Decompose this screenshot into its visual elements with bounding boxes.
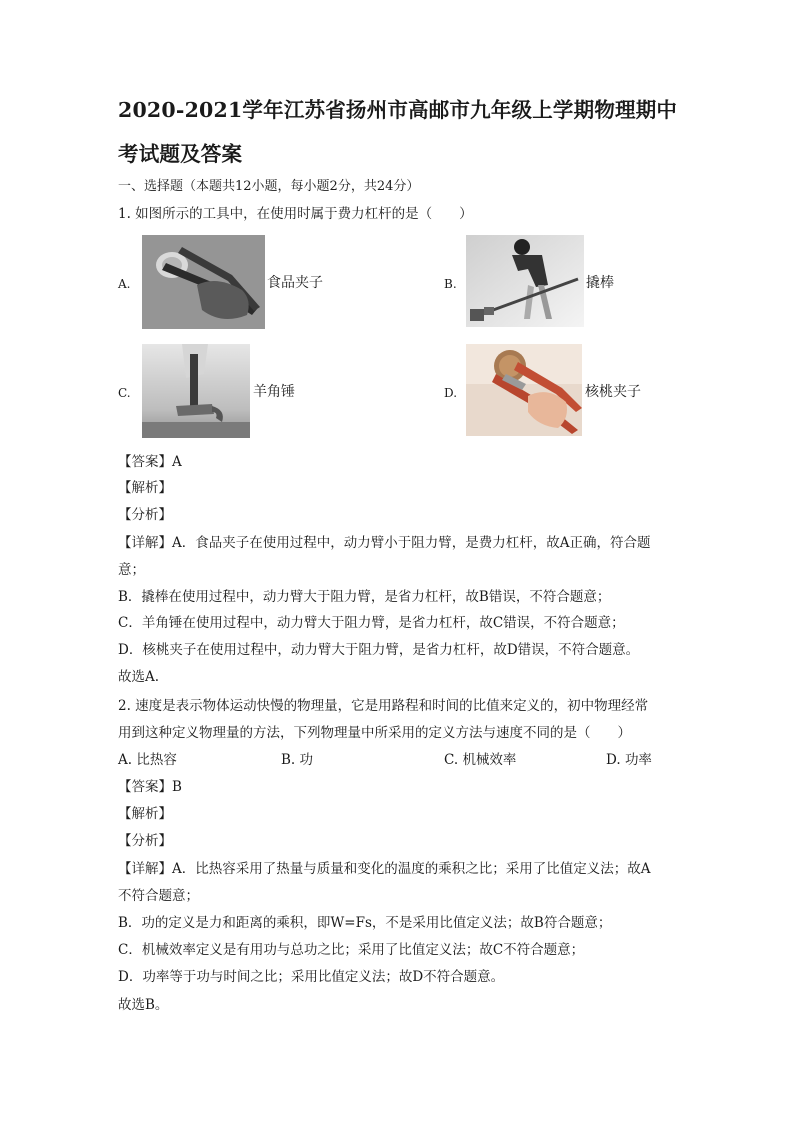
page-title-line-2: 考试题及答案 (118, 142, 243, 166)
q1-fenxi: 【分析】 (118, 507, 172, 523)
q2-answer-tag: 【答案】 (118, 779, 172, 795)
q1-option-d-label: 核桃夹子 (585, 384, 641, 400)
q1-detail-1-text: A．食品夹子在使用过程中，动力臂小于阻力臂，是费力杠杆，故A正确，符合题 (172, 535, 651, 551)
q1-answer-tag: 【答案】 (118, 454, 172, 470)
q1-detail-1 (118, 534, 651, 552)
q2-detail-2: B．功的定义是力和距离的乘积，即W=Fs，不是采用比值定义法；故B符合题意； (118, 915, 612, 931)
q1-conclusion: 故选A. (118, 669, 160, 685)
section-heading: 一、选择题（本题共12小题，每小题2分，共24分） (118, 179, 420, 194)
q1-option-d-letter: D. (444, 386, 458, 400)
q2-detail-4: D．功率等于功与时间之比；采用比值定义法；故D不符合题意。 (118, 969, 505, 985)
q1-option-b-letter: B. (444, 277, 457, 291)
q2-answer-value: B (172, 779, 182, 795)
q2-answer (118, 778, 182, 796)
q2-stem-line-1: 2. 速度是表示物体运动快慢的物理量，它是用路程和时间的比值来定义的，初中物理经常 (118, 698, 649, 714)
q1-stem: 1. 如图所示的工具中，在使用时属于费力杠杆的是（ ） (118, 206, 473, 222)
q1-option-c-label: 羊角锤 (253, 384, 295, 400)
q2-option-a-label: 比热容 (136, 752, 177, 768)
q2-option-d-letter: D. (606, 752, 621, 768)
food-tongs-image (142, 235, 265, 329)
q2-detail-1 (118, 860, 651, 878)
q1-detail-4: D．核桃夹子在使用过程中，动力臂大于阻力臂，是省力杠杆，故D错误，不符合题意。 (118, 642, 640, 658)
q2-detail-3: C．机械效率定义是有用功与总功之比；采用了比值定义法；故C不符合题意； (118, 942, 585, 958)
q2-option-c-label: 机械效率 (462, 752, 517, 768)
q2-jiexi: 【解析】 (118, 806, 172, 822)
q1-jiexi: 【解析】 (118, 480, 172, 496)
claw-hammer-image (142, 344, 250, 438)
q2-fenxi: 【分析】 (118, 833, 172, 849)
page-title-line-1: 2020-2021学年江苏省扬州市高邮市九年级上学期物理期中 (118, 98, 678, 122)
q2-option-b-letter: B. (281, 752, 296, 768)
q1-detail-2: B．撬棒在使用过程中，动力臂大于阻力臂，是省力杠杆，故B错误，不符合题意； (118, 589, 611, 605)
q1-detail-3: C．羊角锤在使用过程中，动力臂大于阻力臂，是省力杠杆，故C错误，不符合题意； (118, 615, 625, 631)
nutcracker-image (466, 344, 582, 436)
q2-option-d (606, 751, 652, 769)
q2-detail-tag: 【详解】 (118, 861, 172, 877)
q2-stem-line-2: 用到这种定义物理量的方法，下列物理量中所采用的定义方法与速度不同的是（ ） (118, 725, 631, 741)
q2-detail-1b: 不符合题意； (118, 888, 199, 904)
q2-option-b-label: 功 (299, 752, 314, 768)
q1-option-c-letter: C. (118, 386, 131, 400)
q2-option-a (118, 751, 177, 769)
q2-detail-1-text: A．比热容采用了热量与质量和变化的温度的乘积之比；采用了比值定义法；故A (172, 861, 651, 877)
q2-conclusion: 故选B。 (118, 997, 169, 1013)
q2-option-c-letter: C. (444, 752, 459, 768)
q1-answer-value: A (172, 454, 182, 470)
q2-option-d-label: 功率 (624, 752, 652, 768)
q2-option-a-letter: A. (118, 752, 133, 768)
q1-answer (118, 453, 182, 471)
q1-option-b-label: 撬棒 (586, 275, 614, 291)
q2-option-c (444, 751, 516, 769)
q1-detail-tag: 【详解】 (118, 535, 172, 551)
crowbar-image (466, 235, 584, 327)
q2-option-b (281, 751, 313, 769)
q1-option-a-letter: A. (118, 277, 131, 291)
q1-detail-1b: 意； (118, 562, 145, 578)
q1-option-a-label: 食品夹子 (267, 275, 323, 291)
